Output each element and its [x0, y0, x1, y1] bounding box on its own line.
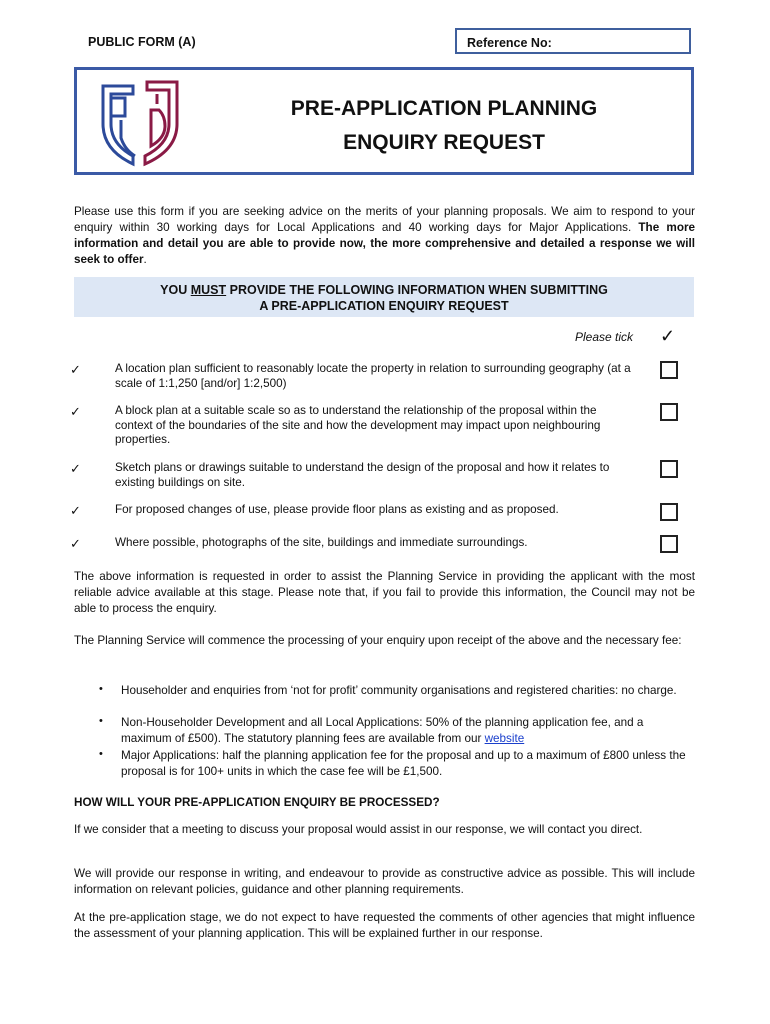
checkmark-icon: ✓ — [70, 461, 81, 476]
process-paragraph-1: If we consider that a meeting to discuss your proposal would assist in our response, we will contact you direct. — [74, 823, 643, 836]
bullet-icon: • — [99, 683, 103, 695]
photographs-checkbox[interactable] — [660, 535, 678, 553]
location-plan-checkbox[interactable] — [660, 361, 678, 379]
requirement-floor-plans: For proposed changes of use, please provide floor plans as existing and as proposed. — [115, 503, 559, 516]
checkmark-header-icon: ✓ — [660, 326, 676, 346]
process-heading: HOW WILL YOUR PRE-APPLICATION ENQUIRY BE PROCESSED? — [74, 796, 440, 809]
checkmark-icon: ✓ — [70, 503, 81, 518]
website-link[interactable]: website — [484, 732, 525, 745]
requirement-location-plan: A location plan sufficient to reasonably locate the property in relation to surrounding geography (at a scale of 1:1,250 [and/or] 1:2,500) — [115, 362, 631, 390]
process-paragraph-3: At the pre-application stage, we do not expect to have requested the comments of other agencies that might influence the assessment of your planning application. This will be explained further in our response. — [74, 911, 695, 940]
requirement-block-plan: A block plan at a suitable scale so as to understand the relationship of the proposal within the context of the boundaries of the site and how the development may impact upon neighbouring properties. — [115, 404, 601, 446]
intro-end: . — [143, 253, 147, 266]
intro-text: Please use this form if you are seeking advice on the merits of your planning proposals. We aim to respond to your enquiry within 30 working days for Local Applications and 40 working days for Major Applications. — [74, 205, 695, 234]
fee-non-householder-text: Non-Householder Development and all Local Applications: 50% of the planning application fee, and a maximum of £500). The statutory planning fees are available from our — [121, 716, 644, 745]
reference-number-field[interactable]: Reference No: — [455, 28, 691, 54]
intro-paragraph — [74, 204, 695, 268]
floor-plans-checkbox[interactable] — [660, 503, 678, 521]
page-title — [197, 92, 691, 160]
title-line-1: PRE-APPLICATION PLANNING — [290, 97, 598, 120]
bullet-icon: • — [99, 715, 103, 727]
must-line-2: A PRE-APPLICATION ENQUIRY REQUEST — [259, 299, 509, 313]
fee-householder: Householder and enquiries from ‘not for profit’ community organisations and registered charities: no charge. — [121, 684, 677, 697]
info-paragraph: The above information is requested in order to assist the Planning Service in providing the applicant with the most reliable advice available at this stage. Please note that, if you fail to provide this information, the Council may not be able to process the enquiry. — [74, 570, 695, 615]
sketch-plans-checkbox[interactable] — [660, 460, 678, 478]
checkmark-icon: ✓ — [70, 536, 81, 551]
checkmark-icon: ✓ — [70, 404, 81, 419]
must-before: YOU — [160, 283, 191, 297]
bullet-icon: • — [99, 748, 103, 760]
must-emphasis: MUST — [190, 283, 227, 297]
checkmark-icon: ✓ — [70, 362, 81, 377]
title-line-2: ENQUIRY REQUEST — [343, 131, 545, 154]
must-after: PROVIDE THE FOLLOWING INFORMATION WHEN SUBMITTING — [226, 283, 608, 297]
block-plan-checkbox[interactable] — [660, 403, 678, 421]
fee-major: Major Applications: half the planning application fee for the proposal and up to a maximum of £800 unless the proposal is for 100+ units in which the case fee will be £1,500. — [121, 749, 686, 778]
council-shield-logo-icon — [99, 76, 181, 168]
form-label: PUBLIC FORM (A) — [88, 35, 196, 49]
requirement-sketch-plans: Sketch plans or drawings suitable to understand the design of the proposal and how it relates to existing buildings on site. — [115, 461, 610, 489]
must-provide-banner — [74, 277, 694, 317]
please-tick-label: Please tick — [575, 330, 634, 344]
intro-bold-text: The more information and detail you are able to provide now, the more comprehensive and detailed a response we will seek to offer — [74, 221, 696, 266]
requirement-photographs: Where possible, photographs of the site, buildings and immediate surroundings. — [115, 536, 528, 549]
fee-paragraph: The Planning Service will commence the processing of your enquiry upon receipt of the above and the necessary fee: — [74, 634, 682, 647]
process-paragraph-2: We will provide our response in writing, and endeavour to provide as constructive advice as possible. This will include information on relevant policies, guidance and other planning requirements. — [74, 867, 695, 896]
title-banner — [74, 67, 694, 175]
fee-non-householder — [121, 715, 696, 747]
